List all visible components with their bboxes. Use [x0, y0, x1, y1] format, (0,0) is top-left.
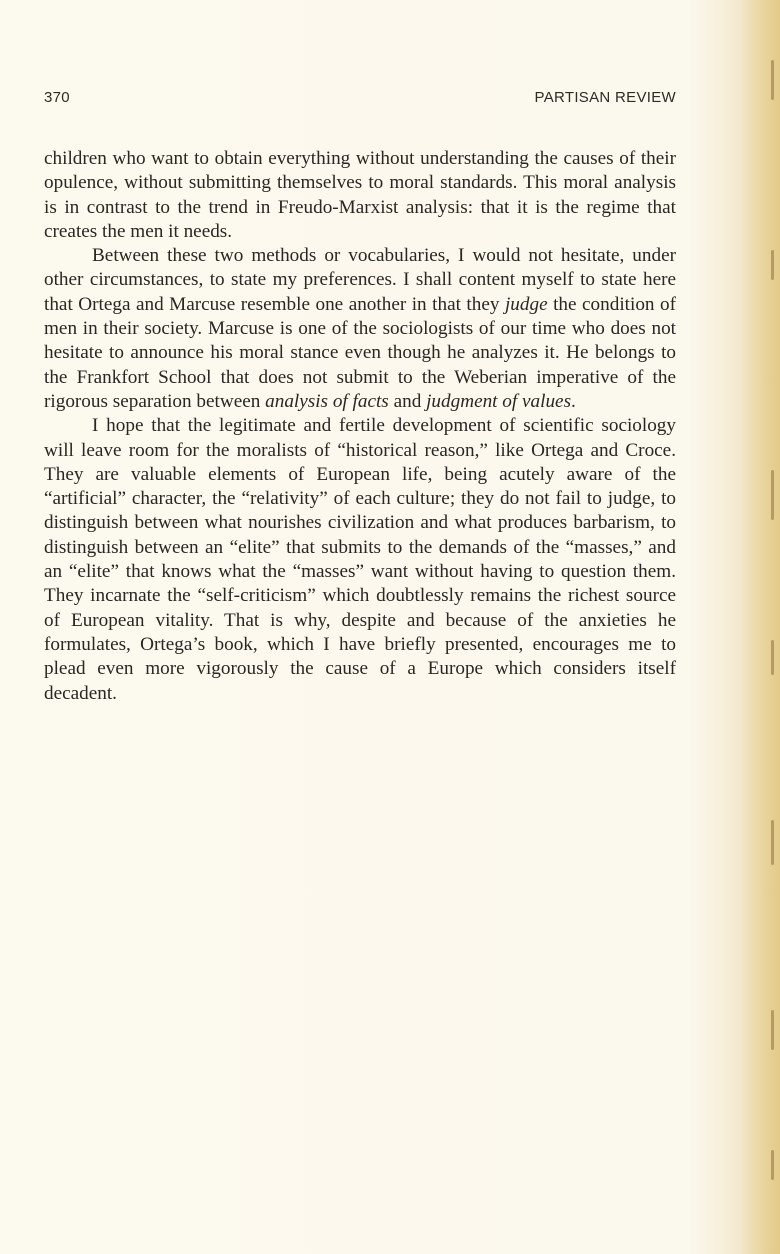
page-edge-mark — [771, 820, 774, 865]
page-edge-mark — [771, 1150, 774, 1180]
italic-judge: judge — [504, 293, 548, 315]
page-edge-mark — [771, 60, 774, 100]
paragraph-2-text: Between these two methods or vocabularies, I would not hesitate, under other circumstances, to state my preferences. I shall content myself to state here that Ortega and Marcuse resemble one another in that they — [44, 245, 676, 315]
page-edge-mark — [771, 250, 774, 280]
paragraph-2-text: and — [388, 390, 427, 412]
page-header — [44, 89, 676, 111]
paragraph-2 — [44, 244, 676, 414]
page-edge-mark — [771, 470, 774, 520]
paragraph-2-text: the condition of men in their society. Marcuse is one of the sociologists of our time who does not hesitate to announce his moral stance even though he analyzes it. He belongs to the Frankfort School that does not submit to the Weberian imperative of the rigorous separation between — [44, 293, 676, 412]
paragraph-2-text: . — [571, 390, 576, 412]
page-number: 370 — [44, 89, 70, 106]
italic-judgment-of-values: judgment of values — [426, 390, 572, 412]
page-edge-mark — [771, 1010, 774, 1050]
page-edge-mark — [771, 640, 774, 675]
paragraph-1: children who want to obtain everything without understanding the causes of their opulence, without submitting themselves to moral standards. This moral analysis is in contrast to the trend in Freudo-Marxist analysis: that it is the regime that creates the men it needs. — [44, 148, 676, 242]
paragraph-3: I hope that the legitimate and fertile development of scientific sociology will leave room for the moralists of “historical reason,” like Ortega and Croce. They are valuable elements of European life, being acutely aware of the “artificial” character, the “relativity” of each culture; they do not fail to judge, to distinguish between what nourishes civilization and what produces barbarism, to distinguish between an “elite” that submits to the demands of the “masses,” and an “elite” that knows what the “masses” want without having to question them. They incarnate the “self-criticism” which doubtlessly remains the richest source of European vitality. That is why, despite and because of the anxieties he formulates, Ortega’s book, which I have briefly presented, encourages me to plead even more vigorously the cause of a Europe which considers itself decadent. — [44, 415, 676, 704]
running-head: PARTISAN REVIEW — [534, 89, 676, 106]
page-edge-shadow — [740, 0, 780, 1254]
body-text — [44, 147, 676, 706]
italic-analysis-of-facts: analysis of facts — [265, 390, 389, 412]
